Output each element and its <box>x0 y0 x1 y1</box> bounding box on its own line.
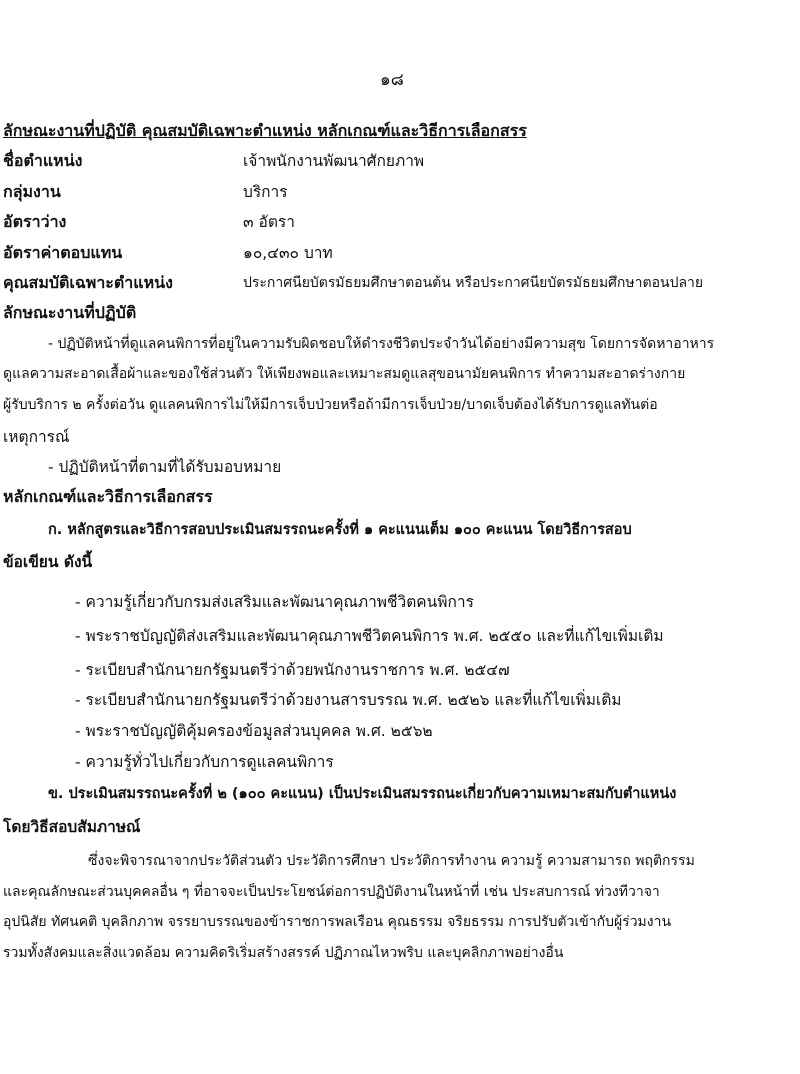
field-label: อัตราค่าตอบแทน <box>3 243 123 262</box>
part-a-heading-cont: ข้อเขียน ดังนี้ <box>3 553 93 571</box>
field-value: ๓ อัตรา <box>243 213 295 231</box>
paragraph-line: - ปฏิบัติหน้าที่ดูแลคนพิการที่อยู่ในความรับผิดชอบให้ดำรงชีวิตประจำวันได้อย่างมีความสุข โดยการจัดหาอาหาร <box>48 336 715 352</box>
part-b-heading-cont: โดยวิธีสอบสัมภาษณ์ <box>3 818 141 836</box>
list-item: - พระราชบัญญัติส่งเสริมและพัฒนาคุณภาพชีวิตคนพิการ พ.ศ. ๒๕๕๐ และที่แก้ไขเพิ่มเติม <box>75 627 664 645</box>
list-item: - ระเบียบสำนักนายกรัฐมนตรีว่าด้วยงานสารบรรณ พ.ศ. ๒๕๒๖ และที่แก้ไขเพิ่มเติม <box>75 691 622 709</box>
field-value: ๑๐,๔๓๐ บาท <box>243 244 333 262</box>
paragraph-line: ดูแลความสะอาดเสื้อผ้าและของใช้ส่วนตัว ให้เพียงพอและเหมาะสมดูแลสุขอนามัยคนพิการ ทำความสะอาดร่างกาย <box>3 366 686 382</box>
list-item: - ความรู้เกี่ยวกับกรมส่งเสริมและพัฒนาคุณภาพชีวิตคนพิการ <box>75 593 474 611</box>
field-label: กลุ่มงาน <box>3 182 61 201</box>
part-a-heading: ก. หลักสูตรและวิธีการสอบประเมินสมรรถนะครั้งที่ ๑ คะแนนเต็ม ๑๐๐ คะแนน โดยวิธีการสอบ <box>48 522 632 538</box>
paragraph-line: เหตุการณ์ <box>3 428 70 446</box>
part-b-heading: ข. ประเมินสมรรถนะครั้งที่ ๒ (๑๐๐ คะแนน) เป็นประเมินสมรรถนะเกี่ยวกับความเหมาะสมกับตำแหน่ง <box>48 786 677 802</box>
duties-title: ลักษณะงานที่ปฏิบัติ <box>3 303 137 322</box>
duties-item: - ปฏิบัติหน้าที่ตามที่ได้รับมอบหมาย <box>48 458 282 476</box>
field-value: ประกาศนียบัตรมัธยมศึกษาตอนต้น หรือประกาศนียบัตรมัธยมศึกษาตอนปลาย <box>243 275 704 291</box>
paragraph-line: รวมทั้งสังคมและสิ่งแวดล้อม ความคิดริเริ่มสร้างสรรค์ ปฏิภาณไหวพริบ และบุคลิกภาพอย่างอื่น <box>3 945 564 961</box>
page-number: ๑๘ <box>380 70 404 90</box>
paragraph-line: ซึ่งจะพิจารณาจากประวัติส่วนตัว ประวัติการศึกษา ประวัติการทำงาน ความรู้ ความสามารถ พฤติกรรม <box>88 853 695 869</box>
list-item: - พระราชบัญญัติคุ้มครองข้อมูลส่วนบุคคล พ.ศ. ๒๕๖๒ <box>75 722 433 740</box>
field-label: ชื่อตำแหน่ง <box>3 151 83 170</box>
field-label: อัตราว่าง <box>3 212 67 231</box>
list-item: - ความรู้ทั่วไปเกี่ยวกับการดูแลคนพิการ <box>75 753 334 771</box>
selection-title: หลักเกณฑ์และวิธีการเลือกสรร <box>3 487 213 506</box>
paragraph-line: และคุณลักษณะส่วนบุคคลอื่น ๆ ที่อาจจะเป็นประโยชน์ต่อการปฏิบัติงานในหน้าที่ เช่น ประสบการณ์ ท่วงทีวาจา <box>3 884 660 900</box>
page-heading: ลักษณะงานที่ปฏิบัติ คุณสมบัติเฉพาะตำแหน่ง หลักเกณฑ์และวิธีการเลือกสรร <box>3 121 527 140</box>
field-value: บริการ <box>243 183 288 201</box>
list-item: - ระเบียบสำนักนายกรัฐมนตรีว่าด้วยพนักงานราชการ พ.ศ. ๒๕๔๗ <box>75 661 510 679</box>
paragraph-line: ผู้รับบริการ ๒ ครั้งต่อวัน ดูแลคนพิการไม่ให้มีการเจ็บป่วยหรือถ้ามีการเจ็บป่วย/บาดเจ็บต้องได้รับการดูแลทันต่อ <box>3 397 658 413</box>
field-label: คุณสมบัติเฉพาะตำแหน่ง <box>3 273 173 292</box>
paragraph-line: อุปนิสัย ทัศนคติ บุคลิกภาพ จรรยาบรรณของข้าราชการพลเรือน คุณธรรม จริยธรรม การปรับตัวเข้ากับผู้ร่วมงาน <box>3 914 672 930</box>
field-value: เจ้าพนักงานพัฒนาศักยภาพ <box>243 152 425 170</box>
